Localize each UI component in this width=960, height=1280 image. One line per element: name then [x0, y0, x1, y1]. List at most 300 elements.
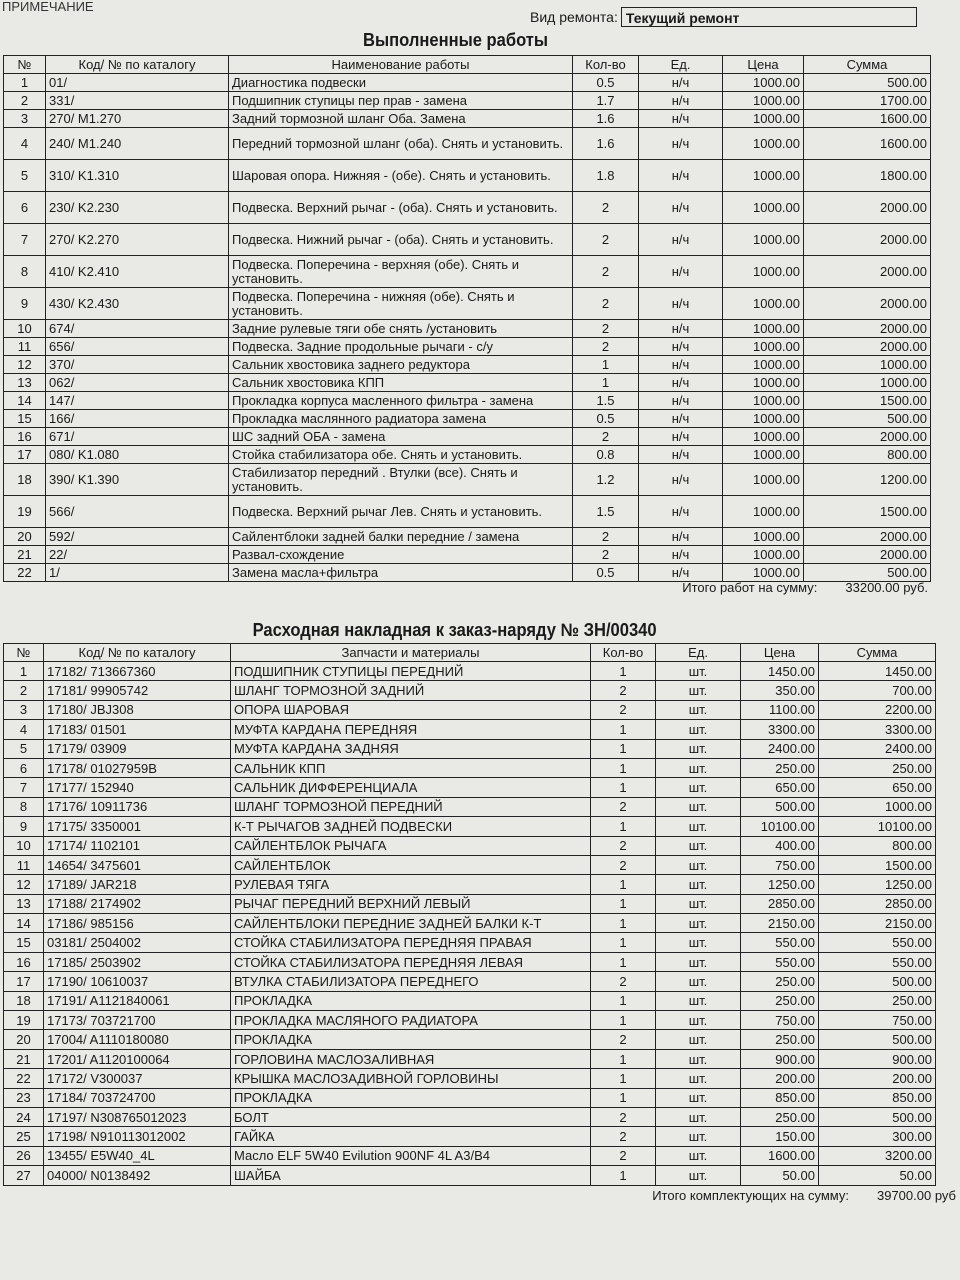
cell-sum: 2000.00 [804, 528, 931, 546]
cell-catalog-code: 270/ K2.270 [46, 224, 229, 256]
cell-catalog-code: 062/ [46, 374, 229, 392]
cell-sum: 1500.00 [804, 496, 931, 528]
cell-catalog-code: 17173/ 703721700 [44, 1011, 231, 1030]
cell-item-name: Подшипник ступицы пер прав - замена [229, 92, 573, 110]
cell-catalog-code: 14654/ 3475601 [44, 855, 231, 874]
cell-row-number: 2 [4, 92, 46, 110]
table-row [4, 1146, 936, 1165]
cell-quantity: 0.5 [573, 564, 639, 582]
cell-unit: шт. [656, 1127, 741, 1146]
cell-quantity: 0.5 [573, 74, 639, 92]
cell-unit: шт. [656, 1088, 741, 1107]
cell-item-name: ГОРЛОВИНА МАСЛОЗАЛИВНАЯ [231, 1049, 591, 1068]
cell-catalog-code: 22/ [46, 546, 229, 564]
cell-catalog-code: 370/ [46, 356, 229, 374]
cell-item-name: САЛЬНИК ДИФФЕРЕНЦИАЛА [231, 778, 591, 797]
cell-item-name: САЙЛЕНТБЛОК [231, 855, 591, 874]
cell-unit: шт. [656, 933, 741, 952]
cell-item-name: РЫЧАГ ПЕРЕДНИЙ ВЕРХНИЙ ЛЕВЫЙ [231, 894, 591, 913]
cell-item-name: САЙЛЕНТБЛОКИ ПЕРЕДНИЕ ЗАДНЕЙ БАЛКИ К-Т [231, 914, 591, 933]
cell-sum: 1800.00 [804, 160, 931, 192]
cell-quantity: 1 [591, 991, 656, 1010]
cell-sum: 500.00 [804, 564, 931, 582]
cell-sum: 2000.00 [804, 224, 931, 256]
cell-quantity: 2 [591, 1030, 656, 1049]
works-total-value: 33200.00 руб. [845, 580, 928, 595]
repair-type-label: Вид ремонта: [530, 9, 618, 25]
cell-unit: шт. [656, 817, 741, 836]
table-row [4, 74, 931, 92]
table-row [4, 662, 936, 681]
cell-unit: шт. [656, 1107, 741, 1126]
cell-row-number: 9 [4, 288, 46, 320]
cell-item-name: Сальник хвостовика заднего редуктора [229, 356, 573, 374]
cell-item-name: Сальник хвостовика КПП [229, 374, 573, 392]
cell-catalog-code: 230/ K2.230 [46, 192, 229, 224]
cell-row-number: 6 [4, 192, 46, 224]
cell-item-name: Подвеска. Верхний рычаг - (оба). Снять и установить. [229, 192, 573, 224]
cell-price: 250.00 [741, 1107, 819, 1126]
cell-sum: 550.00 [819, 952, 936, 971]
cell-quantity: 2 [591, 797, 656, 816]
cell-item-name: Сайлентблоки задней балки передние / замена [229, 528, 573, 546]
cell-row-number: 18 [4, 464, 46, 496]
cell-row-number: 16 [4, 952, 44, 971]
cell-sum: 2000.00 [804, 546, 931, 564]
cell-sum: 50.00 [819, 1166, 936, 1185]
cell-item-name: СТОЙКА СТАБИЛИЗАТОРА ПЕРЕДНЯЯ ПРАВАЯ [231, 933, 591, 952]
cell-unit: шт. [656, 1011, 741, 1030]
cell-sum: 2400.00 [819, 739, 936, 758]
cell-catalog-code: 17175/ 3350001 [44, 817, 231, 836]
cell-price: 250.00 [741, 972, 819, 991]
cell-item-name: Развал-схождение [229, 546, 573, 564]
header-row-number: № [4, 644, 44, 662]
cell-item-name: Передний тормозной шланг (оба). Снять и установить. [229, 128, 573, 160]
cell-price: 1000.00 [723, 374, 804, 392]
table-row [4, 894, 936, 913]
table-row [4, 110, 931, 128]
cell-item-name: Масло ELF 5W40 Evilution 900NF 4L A3/B4 [231, 1146, 591, 1165]
cell-item-name: ГАЙКА [231, 1127, 591, 1146]
cell-row-number: 18 [4, 991, 44, 1010]
cell-quantity: 2 [573, 288, 639, 320]
cell-price: 2400.00 [741, 739, 819, 758]
table-row [4, 1127, 936, 1146]
cell-price: 750.00 [741, 1011, 819, 1030]
cell-quantity: 1 [591, 933, 656, 952]
cell-unit: н/ч [639, 564, 723, 582]
cell-item-name: Задние рулевые тяги обе снять /установить [229, 320, 573, 338]
cell-price: 2150.00 [741, 914, 819, 933]
table-row [4, 256, 931, 288]
cell-unit: шт. [656, 758, 741, 777]
header-quantity: Кол-во [573, 56, 639, 74]
cell-quantity: 0.5 [573, 410, 639, 428]
cell-unit: шт. [656, 894, 741, 913]
cell-catalog-code: 17197/ N308765012023 [44, 1107, 231, 1126]
cell-price: 500.00 [741, 797, 819, 816]
cell-sum: 2150.00 [819, 914, 936, 933]
cell-catalog-code: 17190/ 10610037 [44, 972, 231, 991]
cell-row-number: 21 [4, 546, 46, 564]
table-row [4, 224, 931, 256]
cell-quantity: 2 [573, 192, 639, 224]
cell-sum: 850.00 [819, 1088, 936, 1107]
table-row [4, 320, 931, 338]
table-row [4, 446, 931, 464]
parts-total-label: Итого комплектующих на сумму: [652, 1188, 849, 1203]
cell-sum: 750.00 [819, 1011, 936, 1030]
cell-row-number: 5 [4, 160, 46, 192]
cell-unit: н/ч [639, 528, 723, 546]
cell-sum: 2850.00 [819, 894, 936, 913]
cell-quantity: 2 [591, 681, 656, 700]
header-row-number: № [4, 56, 46, 74]
cell-quantity: 1.2 [573, 464, 639, 496]
cell-quantity: 2 [591, 836, 656, 855]
header-item-name: Наименование работы [229, 56, 573, 74]
table-row [4, 528, 931, 546]
cell-unit: н/ч [639, 546, 723, 564]
cell-catalog-code: 592/ [46, 528, 229, 546]
cell-item-name: КРЫШКА МАСЛОЗАДИВНОЙ ГОРЛОВИНЫ [231, 1069, 591, 1088]
cell-sum: 500.00 [819, 1107, 936, 1126]
cell-sum: 3300.00 [819, 720, 936, 739]
cell-catalog-code: 17177/ 152940 [44, 778, 231, 797]
cell-price: 550.00 [741, 952, 819, 971]
header-quantity: Кол-во [591, 644, 656, 662]
header-sum: Сумма [819, 644, 936, 662]
cell-row-number: 14 [4, 392, 46, 410]
cell-price: 1450.00 [741, 662, 819, 681]
cell-price: 1000.00 [723, 92, 804, 110]
cell-catalog-code: 17198/ N910113012002 [44, 1127, 231, 1146]
cell-catalog-code: 430/ K2.430 [46, 288, 229, 320]
cell-price: 250.00 [741, 758, 819, 777]
cell-catalog-code: 17176/ 10911736 [44, 797, 231, 816]
cell-catalog-code: 331/ [46, 92, 229, 110]
cell-unit: н/ч [639, 224, 723, 256]
cell-quantity: 2 [573, 528, 639, 546]
cell-quantity: 1 [591, 662, 656, 681]
cell-item-name: Задний тормозной шланг Оба. Замена [229, 110, 573, 128]
cell-unit: шт. [656, 662, 741, 681]
cell-unit: н/ч [639, 496, 723, 528]
works-total-label: Итого работ на сумму: [682, 580, 818, 595]
cell-sum: 500.00 [819, 1030, 936, 1049]
cell-item-name: ПРОКЛАДКА [231, 1088, 591, 1107]
cell-unit: шт. [656, 797, 741, 816]
table-row [4, 192, 931, 224]
cell-unit: шт. [656, 700, 741, 719]
cell-price: 1000.00 [723, 356, 804, 374]
cell-unit: шт. [656, 739, 741, 758]
cell-unit: н/ч [639, 374, 723, 392]
cell-quantity: 2 [591, 1127, 656, 1146]
table-row [4, 356, 931, 374]
header-row [4, 644, 936, 662]
cell-row-number: 20 [4, 1030, 44, 1049]
cell-catalog-code: 17174/ 1102101 [44, 836, 231, 855]
cell-row-number: 7 [4, 778, 44, 797]
cell-unit: н/ч [639, 288, 723, 320]
cell-item-name: МУФТА КАРДАНА ЗАДНЯЯ [231, 739, 591, 758]
cell-unit: шт. [656, 1069, 741, 1088]
cell-item-name: МУФТА КАРДАНА ПЕРЕДНЯЯ [231, 720, 591, 739]
cell-price: 1000.00 [723, 446, 804, 464]
cell-unit: н/ч [639, 160, 723, 192]
table-row [4, 464, 931, 496]
cell-sum: 1700.00 [804, 92, 931, 110]
cell-catalog-code: 656/ [46, 338, 229, 356]
cell-row-number: 19 [4, 1011, 44, 1030]
cell-quantity: 2 [573, 256, 639, 288]
table-row [4, 1011, 936, 1030]
table-row [4, 700, 936, 719]
cell-unit: шт. [656, 720, 741, 739]
cell-catalog-code: 1/ [46, 564, 229, 582]
cell-item-name: СТОЙКА СТАБИЛИЗАТОРА ПЕРЕДНЯЯ ЛЕВАЯ [231, 952, 591, 971]
cell-price: 1000.00 [723, 192, 804, 224]
cell-row-number: 15 [4, 933, 44, 952]
cell-price: 850.00 [741, 1088, 819, 1107]
cell-row-number: 22 [4, 1069, 44, 1088]
cell-price: 150.00 [741, 1127, 819, 1146]
cell-row-number: 23 [4, 1088, 44, 1107]
table-row [4, 1049, 936, 1068]
cell-row-number: 19 [4, 496, 46, 528]
cell-row-number: 6 [4, 758, 44, 777]
cell-unit: н/ч [639, 74, 723, 92]
cell-price: 1000.00 [723, 288, 804, 320]
cell-catalog-code: 390/ K1.390 [46, 464, 229, 496]
table-row [4, 1166, 936, 1185]
table-row [4, 855, 936, 874]
cell-catalog-code: 240/ M1.240 [46, 128, 229, 160]
cell-sum: 1000.00 [804, 356, 931, 374]
cell-sum: 1600.00 [804, 110, 931, 128]
cell-price: 1250.00 [741, 875, 819, 894]
cell-sum: 2000.00 [804, 320, 931, 338]
cell-price: 1100.00 [741, 700, 819, 719]
cell-price: 400.00 [741, 836, 819, 855]
cell-item-name: Замена масла+фильтра [229, 564, 573, 582]
cell-quantity: 2 [573, 338, 639, 356]
cell-catalog-code: 17201/ A1120100064 [44, 1049, 231, 1068]
cell-price: 1000.00 [723, 160, 804, 192]
cell-catalog-code: 17189/ JAR218 [44, 875, 231, 894]
table-row [4, 374, 931, 392]
table-row [4, 564, 931, 582]
cell-sum: 900.00 [819, 1049, 936, 1068]
repair-type [530, 7, 917, 27]
cell-quantity: 2 [591, 1146, 656, 1165]
cell-row-number: 11 [4, 338, 46, 356]
cell-unit: шт. [656, 914, 741, 933]
cell-item-name: ШЛАНГ ТОРМОЗНОЙ ЗАДНИЙ [231, 681, 591, 700]
cell-catalog-code: 17191/ A1121840061 [44, 991, 231, 1010]
repair-type-value: Текущий ремонт [621, 7, 917, 27]
table-row [4, 496, 931, 528]
cell-item-name: Прокладка корпуса масленного фильтра - замена [229, 392, 573, 410]
cell-sum: 2000.00 [804, 288, 931, 320]
cell-price: 200.00 [741, 1069, 819, 1088]
cell-quantity: 2 [573, 428, 639, 446]
cell-row-number: 7 [4, 224, 46, 256]
cell-catalog-code: 03181/ 2504002 [44, 933, 231, 952]
table-row [4, 972, 936, 991]
table-row [4, 428, 931, 446]
cell-row-number: 3 [4, 700, 44, 719]
cell-catalog-code: 080/ K1.080 [46, 446, 229, 464]
cell-price: 1000.00 [723, 110, 804, 128]
cell-quantity: 1.6 [573, 110, 639, 128]
cell-price: 50.00 [741, 1166, 819, 1185]
table-row [4, 1030, 936, 1049]
table-row [4, 410, 931, 428]
cell-item-name: САЛЬНИК КПП [231, 758, 591, 777]
cell-item-name: Стабилизатор передний . Втулки (все). Снять и установить. [229, 464, 573, 496]
cell-row-number: 13 [4, 894, 44, 913]
cell-catalog-code: 04000/ N0138492 [44, 1166, 231, 1185]
cell-unit: н/ч [639, 256, 723, 288]
cell-unit: н/ч [639, 464, 723, 496]
cell-price: 250.00 [741, 1030, 819, 1049]
cell-price: 1000.00 [723, 546, 804, 564]
cell-catalog-code: 270/ M1.270 [46, 110, 229, 128]
table-row [4, 681, 936, 700]
works-title: Выполненные работы [363, 30, 549, 50]
header-unit: Ед. [639, 56, 723, 74]
table-row [4, 933, 936, 952]
cell-sum: 10100.00 [819, 817, 936, 836]
cell-price: 1600.00 [741, 1146, 819, 1165]
cell-row-number: 4 [4, 128, 46, 160]
cell-catalog-code: 17181/ 99905742 [44, 681, 231, 700]
parts-total [652, 1188, 956, 1203]
cell-price: 1000.00 [723, 428, 804, 446]
cell-unit: шт. [656, 681, 741, 700]
cell-quantity: 1 [591, 1069, 656, 1088]
cell-unit: шт. [656, 778, 741, 797]
cell-row-number: 21 [4, 1049, 44, 1068]
cell-item-name: Подвеска. Поперечина - верхняя (обе). Снять и установить. [229, 256, 573, 288]
cell-catalog-code: 147/ [46, 392, 229, 410]
table-row [4, 991, 936, 1010]
works-total [682, 580, 928, 595]
cell-sum: 550.00 [819, 933, 936, 952]
cell-row-number: 1 [4, 662, 44, 681]
cell-catalog-code: 17185/ 2503902 [44, 952, 231, 971]
cell-price: 350.00 [741, 681, 819, 700]
cell-item-name: Подвеска. Нижний рычаг - (оба). Снять и установить. [229, 224, 573, 256]
cell-sum: 1450.00 [819, 662, 936, 681]
cell-row-number: 11 [4, 855, 44, 874]
cell-sum: 2000.00 [804, 338, 931, 356]
header-price: Цена [741, 644, 819, 662]
table-row [4, 1088, 936, 1107]
cell-row-number: 10 [4, 320, 46, 338]
table-row [4, 778, 936, 797]
cell-sum: 200.00 [819, 1069, 936, 1088]
header-catalog-code: Код/ № по каталогу [44, 644, 231, 662]
cell-sum: 650.00 [819, 778, 936, 797]
cell-catalog-code: 566/ [46, 496, 229, 528]
table-row [4, 288, 931, 320]
cell-unit: н/ч [639, 128, 723, 160]
cell-item-name: ШЛАНГ ТОРМОЗНОЙ ПЕРЕДНИЙ [231, 797, 591, 816]
cell-sum: 1600.00 [804, 128, 931, 160]
cell-quantity: 1 [591, 875, 656, 894]
cell-row-number: 22 [4, 564, 46, 582]
cell-price: 1000.00 [723, 392, 804, 410]
cell-catalog-code: 17182/ 713667360 [44, 662, 231, 681]
cell-catalog-code: 13455/ E5W40_4L [44, 1146, 231, 1165]
cell-price: 1000.00 [723, 464, 804, 496]
cell-quantity: 2 [591, 1107, 656, 1126]
cell-catalog-code: 17184/ 703724700 [44, 1088, 231, 1107]
cell-quantity: 1 [591, 778, 656, 797]
cell-price: 1000.00 [723, 496, 804, 528]
header-unit: Ед. [656, 644, 741, 662]
cell-unit: шт. [656, 855, 741, 874]
cell-row-number: 16 [4, 428, 46, 446]
cell-row-number: 1 [4, 74, 46, 92]
table-row [4, 952, 936, 971]
table-row [4, 92, 931, 110]
cell-row-number: 12 [4, 356, 46, 374]
cell-row-number: 24 [4, 1107, 44, 1126]
cell-quantity: 2 [573, 224, 639, 256]
parts-table [3, 643, 936, 1186]
cell-price: 750.00 [741, 855, 819, 874]
cell-quantity: 2 [591, 700, 656, 719]
cell-quantity: 1 [591, 1049, 656, 1068]
cell-price: 1000.00 [723, 338, 804, 356]
cell-quantity: 1.8 [573, 160, 639, 192]
cell-item-name: Прокладка маслянного радиатора замена [229, 410, 573, 428]
cell-item-name: Подвеска. Задние продольные рычаги - с/у [229, 338, 573, 356]
table-row [4, 817, 936, 836]
cell-catalog-code: 01/ [46, 74, 229, 92]
cell-quantity: 2 [573, 320, 639, 338]
table-row [4, 797, 936, 816]
cell-quantity: 1.5 [573, 496, 639, 528]
cell-item-name: ПРОКЛАДКА [231, 1030, 591, 1049]
cell-item-name: БОЛТ [231, 1107, 591, 1126]
cell-unit: шт. [656, 952, 741, 971]
cell-price: 1000.00 [723, 224, 804, 256]
cell-quantity: 1 [591, 1088, 656, 1107]
cell-row-number: 13 [4, 374, 46, 392]
cell-row-number: 20 [4, 528, 46, 546]
cell-row-number: 3 [4, 110, 46, 128]
cell-quantity: 1 [591, 817, 656, 836]
cell-quantity: 1 [573, 356, 639, 374]
cell-catalog-code: 166/ [46, 410, 229, 428]
cell-item-name: Стойка стабилизатора обе. Снять и установить. [229, 446, 573, 464]
cell-unit: шт. [656, 972, 741, 991]
cell-quantity: 1.5 [573, 392, 639, 410]
cell-unit: шт. [656, 836, 741, 855]
cell-row-number: 25 [4, 1127, 44, 1146]
cell-catalog-code: 17180/ JBJ308 [44, 700, 231, 719]
header-catalog-code: Код/ № по каталогу [46, 56, 229, 74]
table-row [4, 758, 936, 777]
cell-price: 10100.00 [741, 817, 819, 836]
cell-unit: н/ч [639, 320, 723, 338]
